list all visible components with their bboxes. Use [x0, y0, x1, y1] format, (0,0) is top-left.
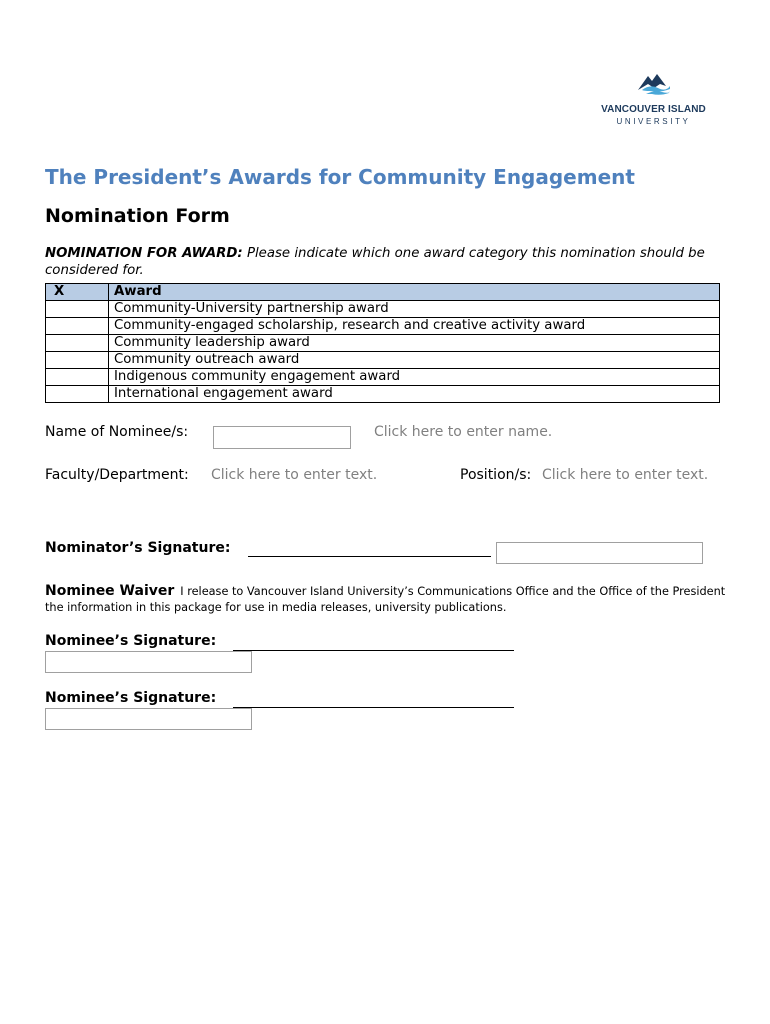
award-select-cell[interactable]: [46, 352, 109, 369]
logo-text-line1: VANCOUVER ISLAND: [601, 104, 706, 115]
faculty-department-field[interactable]: Click here to enter text.: [211, 467, 378, 483]
position-label: Position/s:: [460, 467, 532, 483]
award-label: Community outreach award: [109, 352, 720, 369]
nominee-signature-label: Nominee’s Signature:: [45, 633, 217, 649]
mountain-water-logo-icon: [636, 72, 672, 98]
nominee-signature-line: [233, 707, 514, 708]
nominee-signature-input[interactable]: [45, 651, 252, 673]
award-select-cell[interactable]: [46, 318, 109, 335]
award-category-table: [45, 283, 720, 403]
nominee-name-label: Name of Nominee/s:: [45, 424, 189, 440]
nominator-signature-input[interactable]: [496, 542, 703, 564]
page-title: The President’s Awards for Community Engagement: [45, 165, 635, 189]
award-select-cell[interactable]: [46, 301, 109, 318]
nominator-signature-label: Nominator’s Signature:: [45, 540, 231, 556]
award-select-cell[interactable]: [46, 386, 109, 403]
table-row: [46, 386, 720, 403]
waiver-title: Nominee Waiver: [45, 583, 175, 599]
instruction-heading: NOMINATION FOR AWARD:: [45, 246, 243, 261]
instruction-text: Please indicate which one award category this nomination should be considered for.: [45, 246, 705, 278]
table-row: [46, 352, 720, 369]
award-label: Indigenous community engagement award: [109, 369, 720, 386]
nominee-signature-line: [233, 650, 514, 651]
faculty-department-label: Faculty/Department:: [45, 467, 189, 483]
table-row: [46, 301, 720, 318]
table-row: [46, 335, 720, 352]
nominee-signature-label: Nominee’s Signature:: [45, 690, 217, 706]
logo-text-line2: UNIVERSITY: [616, 117, 691, 126]
award-select-cell[interactable]: [46, 369, 109, 386]
nomination-instruction: [45, 245, 725, 279]
nominee-signature-input[interactable]: [45, 708, 252, 730]
nominee-name-input[interactable]: [213, 426, 351, 449]
nominee-waiver: [45, 583, 735, 616]
table-header-row: [46, 284, 720, 301]
nominator-signature-line: [248, 556, 491, 557]
form-subtitle: Nomination Form: [45, 205, 230, 227]
waiver-text: I release to Vancouver Island University’s Communications Office and the Office of the President the information in this package for use in media releases, university publications.: [45, 585, 726, 614]
award-label: Community leadership award: [109, 335, 720, 352]
column-header-x: X: [46, 284, 109, 301]
vancouver-island-university-logo: [596, 72, 711, 128]
award-label: International engagement award: [109, 386, 720, 403]
award-select-cell[interactable]: [46, 335, 109, 352]
table-row: [46, 318, 720, 335]
column-header-award: Award: [109, 284, 720, 301]
award-label: Community-University partnership award: [109, 301, 720, 318]
table-row: [46, 369, 720, 386]
award-label: Community-engaged scholarship, research and creative activity award: [109, 318, 720, 335]
nominee-name-placeholder[interactable]: Click here to enter name.: [374, 424, 553, 440]
position-field[interactable]: Click here to enter text.: [542, 467, 709, 483]
